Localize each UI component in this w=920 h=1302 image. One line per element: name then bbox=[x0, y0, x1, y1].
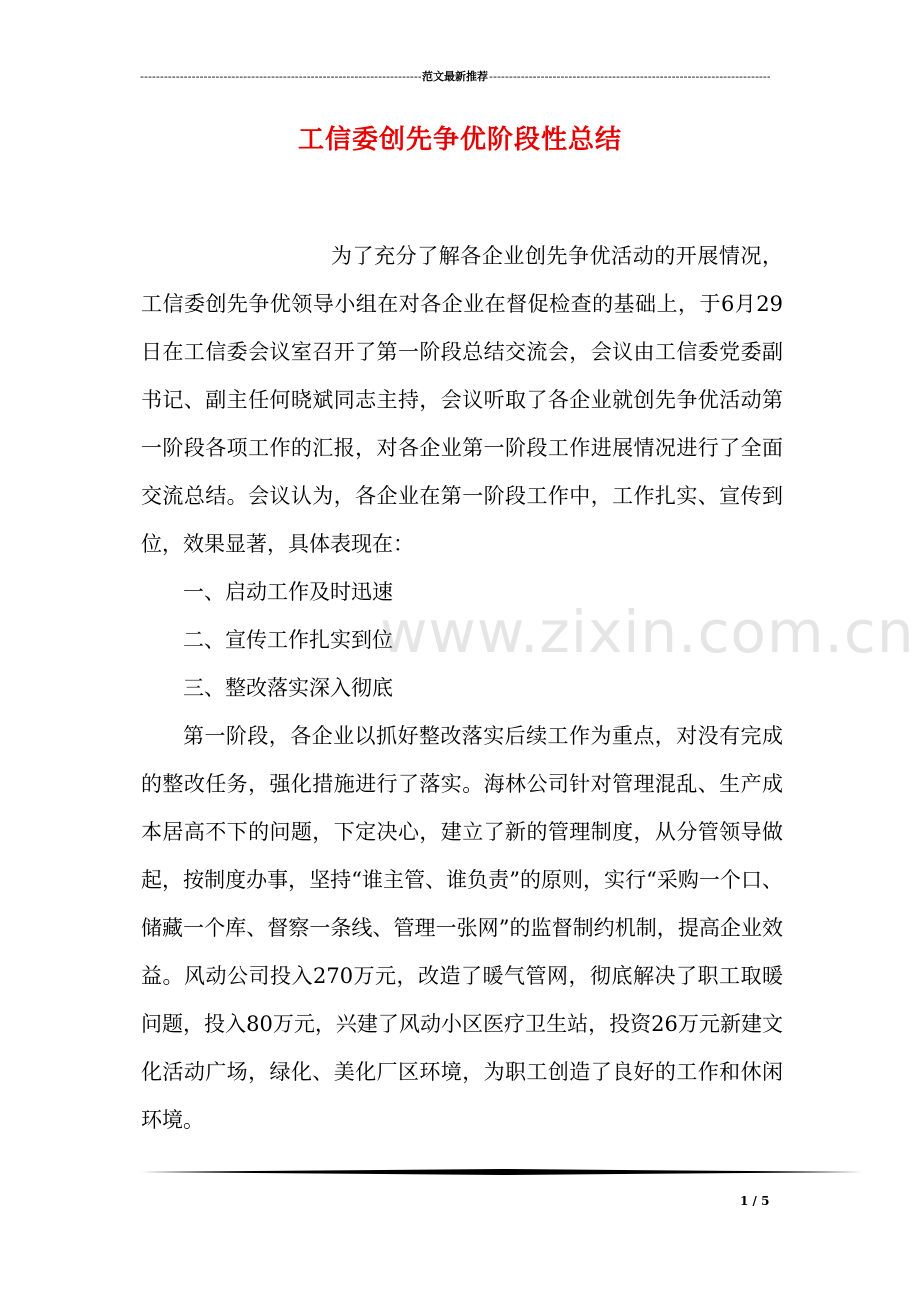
header-dashes-right bbox=[489, 70, 770, 83]
document-title: 工信委创先争优阶段性总结 bbox=[297, 125, 622, 155]
footer-divider bbox=[141, 1169, 863, 1175]
body-paragraph: 第一阶段，各企业以抓好整改落实后续工作为重点，对没有完成的整改任务，强化措施进行了落实。海林公司针对管理混乱、生产成本居高不下的问题，下定决心，建立了新的管理制度，从分管领导做起，按制度办事，坚持“谁主管、谁负责”的原则，实行“采购一个口、储藏一个库、督察一条线、管理一张网”的监督制约机制，提高企业效益。风动公司投入270万元，改造了暖气管网，彻底解决了职工取暖问题，投入80万元，兴建了风动小区医疗卫生站，投资26万元新建文化活动广场，绿化、美化厂区环境，为职工创造了良好的工作和休闲环境。 bbox=[141, 724, 783, 1132]
document-body bbox=[141, 232, 783, 1144]
page-number: 1 / 5 bbox=[740, 1194, 770, 1208]
header-label: 范文最新推荐 bbox=[422, 70, 488, 83]
list-item-1: 一、启动工作及时迅速 bbox=[183, 580, 393, 604]
header-dashes-left bbox=[140, 70, 421, 83]
page-header bbox=[140, 68, 770, 84]
list-item-2: 二、宣传工作扎实到位 bbox=[183, 628, 393, 652]
watermark-text: www.zixin.com.cn bbox=[380, 598, 915, 666]
intro-paragraph: 为了充分了解各企业创先争优活动的开展情况，工信委创先争优领导小组在对各企业在督促检查的基础上，于6月29日在工信委会议室召开了第一阶段总结交流会，会议由工信委党委副书记、副主任何晓斌同志主持，会议听取了各企业就创先争优活动第一阶段各项工作的汇报，对各企业第一阶段工作进展情况进行了全面交流总结。会议认为，各企业在第一阶段工作中，工作扎实、宣传到位，效果显著，具体表现在： bbox=[141, 244, 783, 556]
list-item-3: 三、整改落实深入彻底 bbox=[183, 676, 393, 700]
